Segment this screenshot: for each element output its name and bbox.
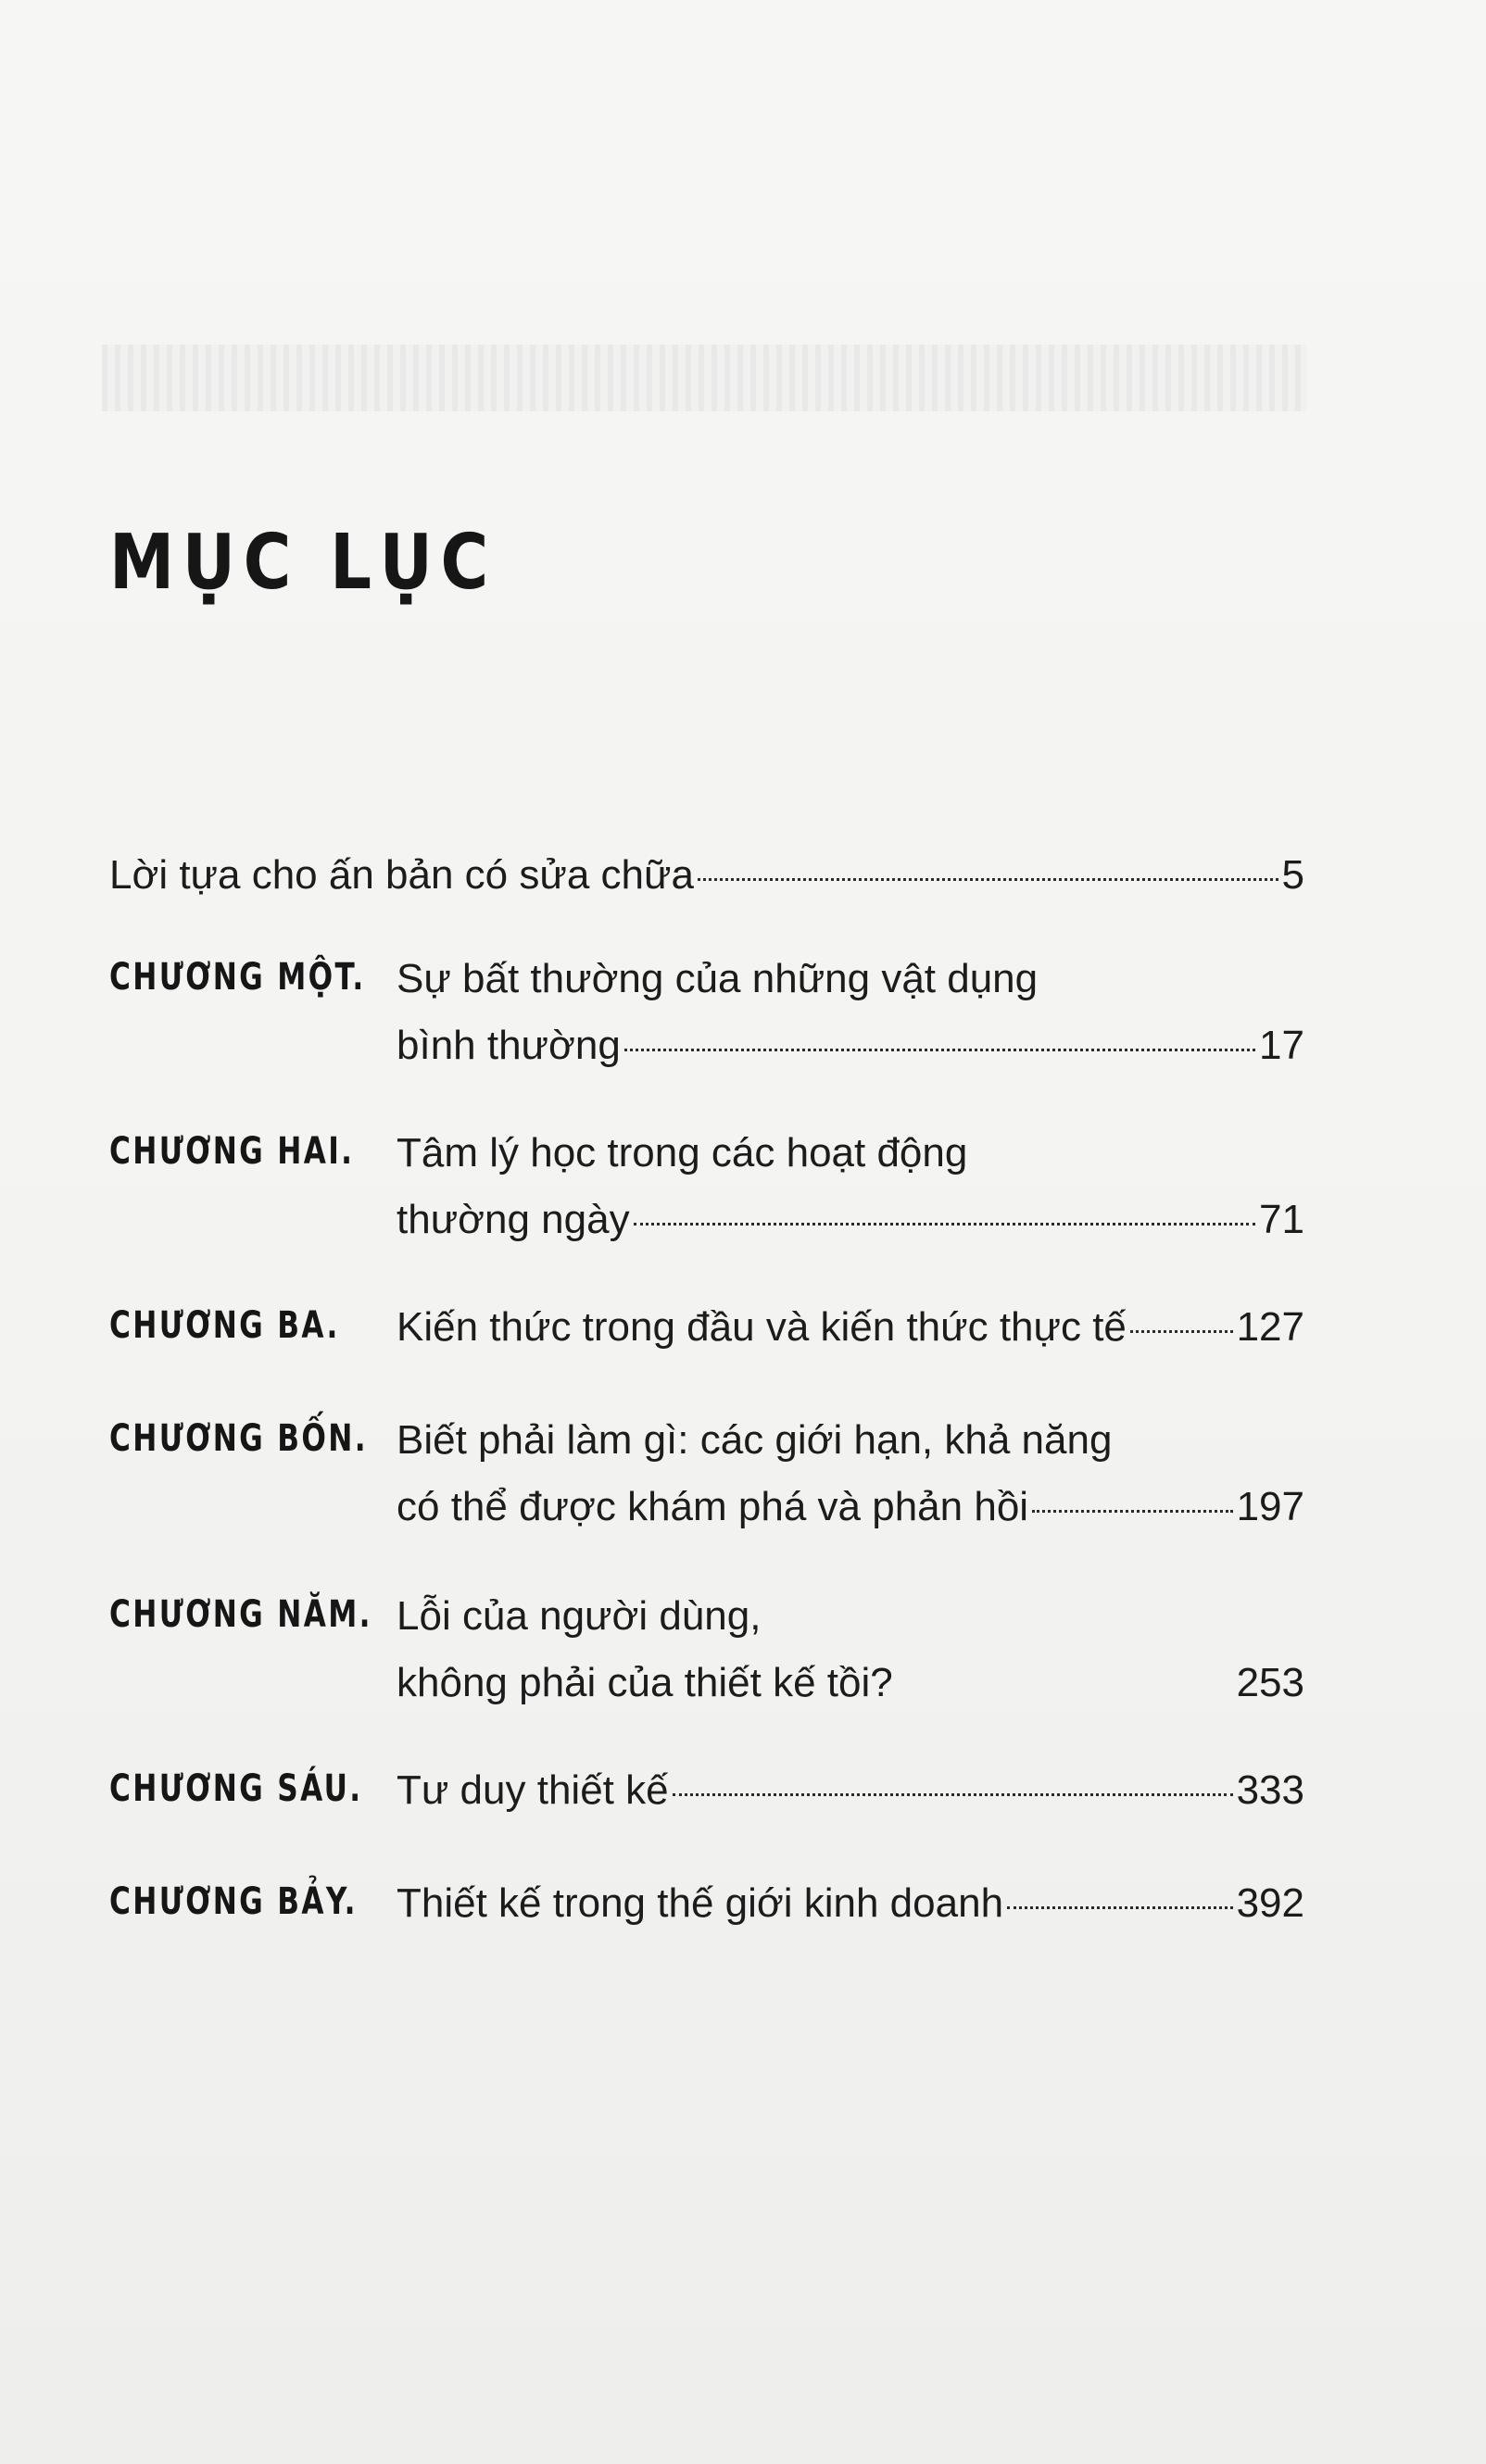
- toc-line: [397, 1197, 1304, 1243]
- toc-line: [397, 1304, 1304, 1351]
- toc-entry-title: Sự bất thường của những vật dụng: [397, 956, 1039, 1001]
- toc-page-number: 197: [1236, 1484, 1304, 1529]
- toc-page-number: 127: [1236, 1304, 1304, 1350]
- bleed-through-band: [102, 345, 1306, 411]
- toc-line: [109, 852, 1304, 899]
- toc-line: [397, 956, 1038, 1002]
- toc-line: [397, 1593, 761, 1640]
- dot-leader: [698, 878, 1278, 881]
- toc-line: [397, 1023, 1304, 1069]
- dot-leader: [634, 1223, 1255, 1226]
- toc-line: [397, 1484, 1304, 1530]
- dot-leader: [1007, 1906, 1233, 1909]
- toc-page-number: 5: [1281, 852, 1304, 898]
- toc-entry-title-continued: có thể được khám phá và phản hồi: [397, 1484, 1029, 1529]
- toc-entry-title: Biết phải làm gì: các giới hạn, khả năng: [397, 1417, 1113, 1463]
- dot-leader: [897, 1686, 1233, 1689]
- chapter-label: CHƯƠNG MỘT.: [109, 956, 366, 999]
- toc-entry-title: Tâm lý học trong các hoạt động: [397, 1130, 968, 1175]
- dot-leader: [624, 1049, 1255, 1051]
- toc-line: [397, 1767, 1304, 1814]
- toc-page-number: 333: [1236, 1767, 1304, 1813]
- toc-page-number: 71: [1259, 1197, 1304, 1242]
- toc-entry-title-continued: không phải của thiết kế tồi?: [397, 1660, 893, 1705]
- chapter-label: CHƯƠNG HAI.: [109, 1130, 355, 1173]
- chapter-label: CHƯƠNG NĂM.: [109, 1593, 372, 1636]
- page-title: MỤC LỤC: [109, 519, 497, 607]
- chapter-label: CHƯƠNG BẢY.: [109, 1880, 358, 1923]
- dot-leader: [1032, 1510, 1233, 1513]
- toc-entry-title: Lời tựa cho ấn bản có sửa chữa: [109, 852, 694, 898]
- chapter-label: CHƯƠNG SÁU.: [109, 1767, 363, 1810]
- dot-leader: [673, 1793, 1233, 1796]
- toc-page-number: 253: [1236, 1660, 1304, 1705]
- toc-line: [397, 1880, 1304, 1927]
- toc-entry-title: Tư duy thiết kế: [397, 1767, 669, 1813]
- toc-line: [397, 1130, 967, 1176]
- toc-page-number: 17: [1259, 1023, 1304, 1068]
- toc-line: [397, 1417, 1112, 1464]
- toc-entry-title: Lỗi của người dùng,: [397, 1593, 762, 1639]
- toc-page-number: 392: [1236, 1880, 1304, 1926]
- toc-entry-title: Thiết kế trong thế giới kinh doanh: [397, 1880, 1004, 1926]
- toc-entry-title-continued: thường ngày: [397, 1197, 630, 1242]
- chapter-label: CHƯƠNG BỐN.: [109, 1417, 368, 1460]
- toc-line: [397, 1660, 1304, 1706]
- chapter-label: CHƯƠNG BA.: [109, 1304, 340, 1347]
- toc-entry-title: Kiến thức trong đầu và kiến thức thực tế: [397, 1304, 1127, 1350]
- toc-entry-title-continued: bình thường: [397, 1023, 621, 1068]
- dot-leader: [1130, 1330, 1233, 1333]
